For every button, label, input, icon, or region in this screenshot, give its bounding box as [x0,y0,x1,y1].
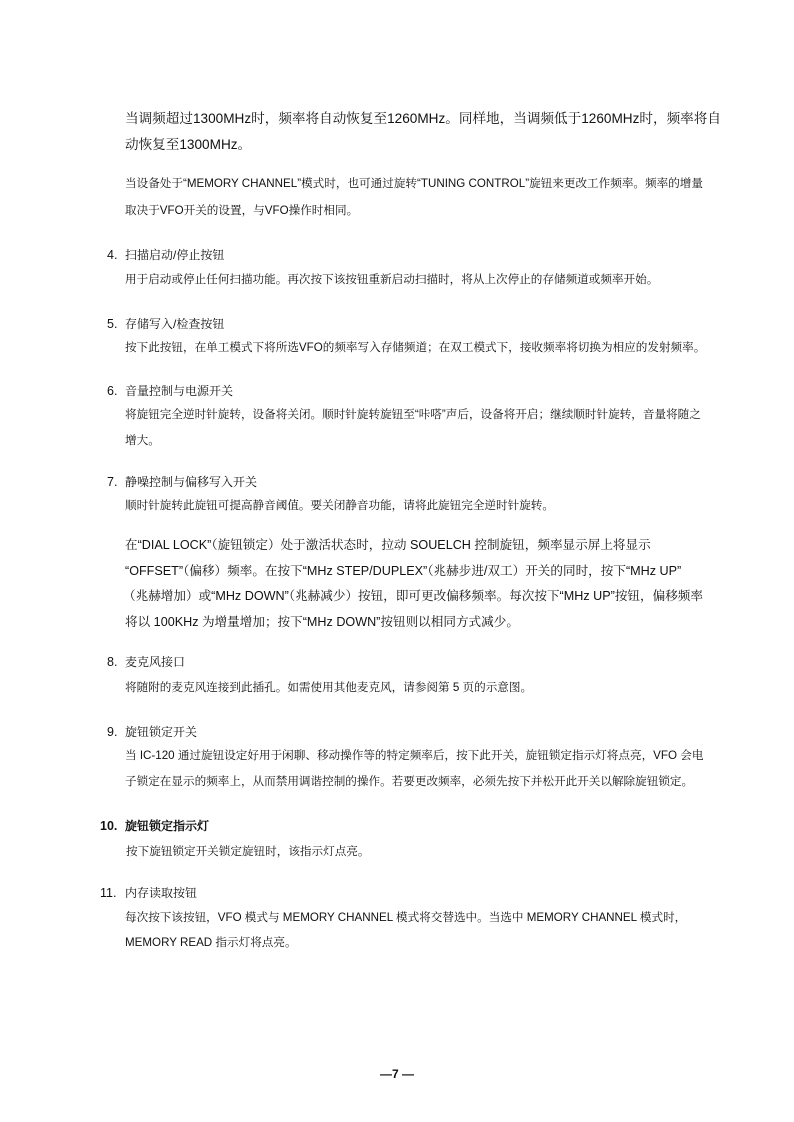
item-body-line: 按下旋钮锁定开关锁定旋钮时，该指示灯点亮。 [126,845,370,858]
item-number: 8. [107,655,118,669]
item-number: 10. [100,819,118,833]
item-heading: 存储写入/检查按钮 [125,317,225,331]
item-body-line: 每次按下该按钮，VFO 模式与 MEMORY CHANNEL 模式将交替选中。当选中 MEMORY CHANNEL 模式时， [125,911,687,924]
item-heading: 静噪控制与偏移写入开关 [125,475,258,489]
item-body-line: 顺时针旋转此旋钮可提高静音阈值。要关闭静音功能，请将此旋钮完全逆时针旋转。 [125,499,554,512]
item-body-line: 用于启动或停止任何扫描功能。再次按下该按钮重新启动扫描时，将从上次停止的存储频道或频率开始。 [125,273,659,286]
item-heading: 旋钮锁定指示灯 [125,819,210,833]
offset-paragraph-line: （兆赫增加）或“MHz DOWN”（兆赫减少）按钮，即可更改偏移频率。每次按下“MHz UP”按钮，偏移频率 [123,589,703,603]
item-body-line: 子锁定在显示的频率上，从而禁用调谐控制的操作。若要更改频率，必须先按下并松开此开关以解除旋钮锁定。 [125,775,694,788]
offset-paragraph-line: 在“DIAL LOCK”（旋钮锁定）处于激活状态时，拉动 SOUELCH 控制旋钮，频率显示屏上将显示 [125,538,651,552]
item-number: 4. [107,248,118,262]
intro-paragraph-line: 当调频超过1300MHz时，频率将自动恢复至1260MHz。同样地，当调频低于1260MHz时，频率将自 [125,111,721,126]
item-body-line: 当 IC-120 通过旋钮设定好用于闲聊、移动操作等的特定频率后，按下此开关，旋钮锁定指示灯将点亮，VFO 会电 [125,749,704,762]
item-number: 6. [107,384,118,398]
item-body-line: 按下此按钮，在单工模式下将所选VFO的频率写入存储频道；在双工模式下，接收频率将切换为相应的发射频率。 [125,341,706,354]
item-body-line: MEMORY READ 指示灯将点亮。 [125,936,297,949]
offset-paragraph-line: “OFFSET”（偏移）频率。在按下“MHz STEP/DUPLEX”（兆赫步进/双工）开关的同时，按下“MHz UP” [125,564,682,578]
item-number: 11. [100,886,117,900]
item-heading: 扫描启动/停止按钮 [125,248,225,262]
item-heading: 旋钮锁定开关 [125,725,198,739]
item-heading: 音量控制与电源开关 [125,384,234,398]
intro-paragraph-line: 动恢复至1300MHz。 [125,137,252,152]
memory-channel-paragraph-line: 取决于VFO开关的设置，与VFO操作时相同。 [125,204,359,217]
item-number: 9. [107,725,118,739]
item-heading: 麦克风接口 [125,655,186,669]
page-number: —7 — [379,1067,414,1081]
item-heading: 内存读取按钮 [125,886,198,900]
item-body-line: 增大。 [125,434,160,447]
item-body-line: 将随附的麦克风连接到此插孔。如需使用其他麦克风，请参阅第 5 页的示意图。 [125,681,533,694]
item-number: 5. [107,317,118,331]
offset-paragraph-line: 将以 100KHz 为增量增加；按下“MHz DOWN”按钮则以相同方式减少。 [125,615,519,629]
item-number: 7. [107,475,118,489]
item-body-line: 将旋钮完全逆时针旋转，设备将关闭。顺时针旋转旋钮至“咔嗒”声后，设备将开启；继续顺时针旋转，音量将随之 [125,408,701,421]
memory-channel-paragraph-line: 当设备处于“MEMORY CHANNEL”模式时，也可通过旋转“TUNING CONTROL”旋钮来更改工作频率。频率的增量 [125,177,703,190]
